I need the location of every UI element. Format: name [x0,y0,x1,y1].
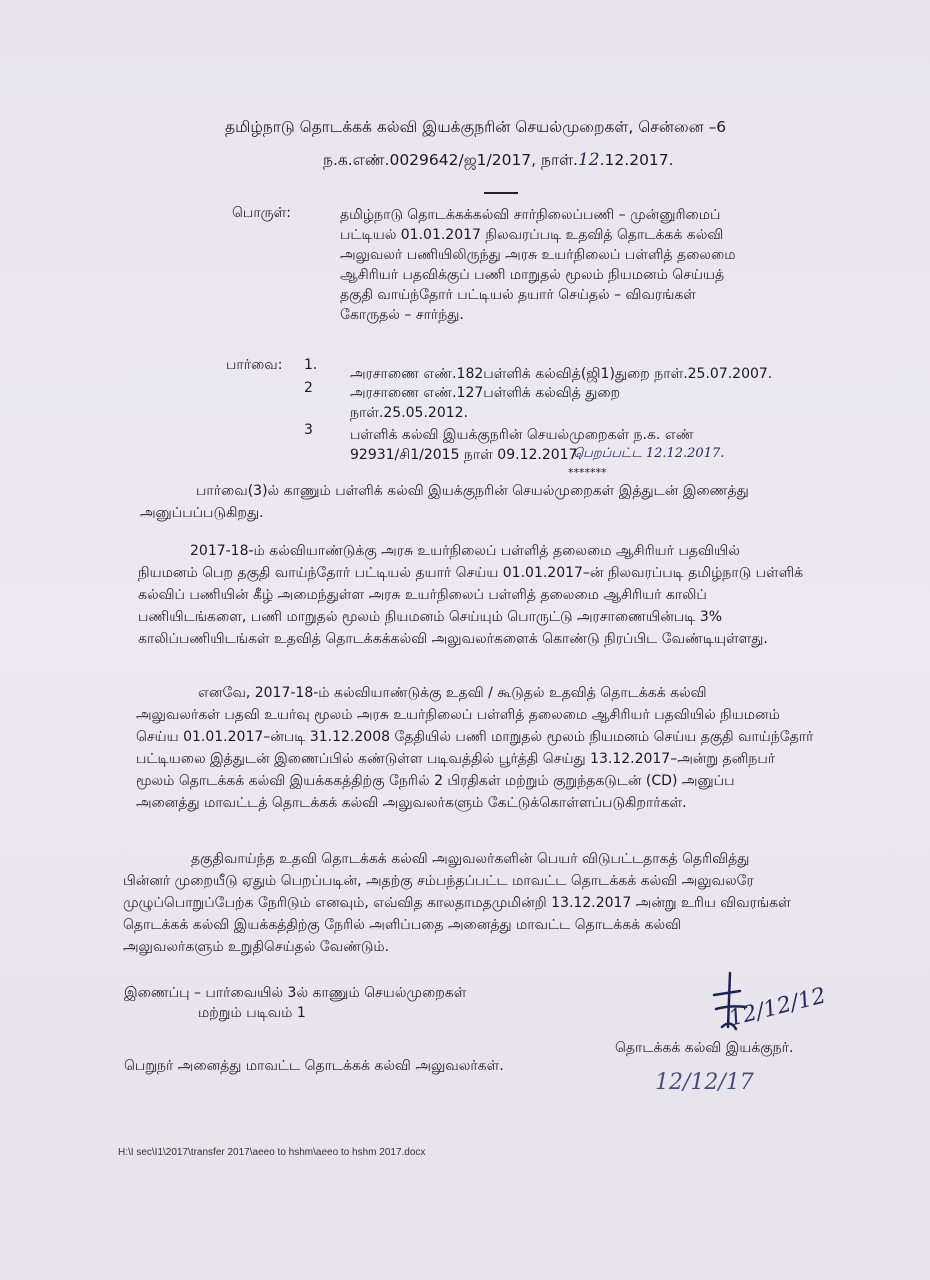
reference-item-3: பள்ளிக் கல்வி இயக்குநரின் செயல்முறைகள் ந.க. எண் [350,427,694,443]
enclosure-line-2: மற்றும் படிவம் 1 [198,1005,306,1021]
reference-item-3-number: 92931/சி1/2015 நாள் 09.12.2017. [350,447,582,463]
paragraph-line: அனுப்பப்படுகிறது. [140,505,264,521]
paragraph-line: நியமனம் பெற தகுதி வாய்ந்தோர் பட்டியல் தயார் செய்ய 01.01.2017–ன் நிலவரப்படி தமிழ்நாடு பள்ளிக் [138,565,804,581]
paragraph-line: காலிப்பணியிடங்கள் உதவித் தொடக்கக்கல்வி அலுவலர்களைக் கொண்டு நிரப்பிட வேண்டியுள்ளது. [138,631,768,647]
reference-number-3: 3 [304,422,313,438]
handwritten-signature-date: 12/12/12 [726,983,829,1032]
paragraph-line: மூலம் தொடக்கக் கல்வி இயக்ககத்திற்கு நேரில் 2 பிரதிகள் மற்றும் குறுந்தகடுடன் (CD) அனுப்ப [136,773,735,789]
paragraph-line: அலுவலர்களும் உறுதிசெய்தல் வேண்டும். [123,939,390,955]
paragraph-line: பார்வை(3)ல் காணும் பள்ளிக் கல்வி இயக்குநரின் செயல்முறைகள் இத்துடன் இணைத்து [196,483,749,499]
paragraph-4 [123,848,843,958]
signatory-designation: தொடக்கக் கல்வி இயக்குநர். [615,1040,794,1056]
paragraph-line: அனைத்து மாவட்டத் தொடக்கக் கல்வி அலுவலர்களும் கேட்டுக்கொள்ளப்படுகிறார்கள். [136,795,687,811]
paragraph-line: பணியிடங்களை, பணி மாறுதல் மூலம் நியமனம் செய்யும் பொருட்டு அரசாணையின்படி 3% [138,609,723,625]
paragraph-line: பின்னர் முறையீடு ஏதும் பெறப்படின், அதற்கு சம்பந்தப்பட்ட மாவட்ட தொடக்கக் கல்வி அலுவலரே [123,873,754,889]
subject-label: பொருள்: [232,205,291,221]
paragraph-line: கல்விப் பணியின் கீழ் அமைந்துள்ள அரசு உயர்நிலைப் பள்ளித் தலைமை ஆசிரியர் காலிப் [138,587,707,603]
paragraph-line: முழுப்பொறுப்பேற்க நேரிடும் எனவும், எவ்வித காலதாமதமுமின்றி 13.12.2017 அன்று உரிய விவரங்கள் [123,895,791,911]
reference-item-1: அரசாணை எண்.182பள்ளிக் கல்வித்(ஜி1)துறை நாள்.25.07.2007. [350,366,773,382]
reference-item-2-date: நாள்.25.05.2012. [350,405,468,421]
subject-line: ஆசிரியர் பதவிக்குப் பணி மாறுதல் மூலம் நியமனம் செய்யத் [340,267,725,283]
separator-stars: ******* [568,466,607,479]
paragraph-line: தகுதிவாய்ந்த உதவி தொடக்கக் கல்வி அலுவலர்களின் பெயர் விடுபட்டதாகத் தெரிவித்து [191,851,750,867]
paragraph-line: செய்ய 01.01.2017–ன்படி 31.12.2008 தேதியில் பணி மாறுதல் மூலம் நியமனம் செய்ய தகுதி வாய்ந்தோர் [136,729,814,745]
paragraph-line: தொடக்கக் கல்வி இயக்கத்திற்கு நேரில் அளிப்பதை அனைத்து மாவட்ட தொடக்கக் கல்வி [123,917,682,933]
recipient-line: பெறுநர் அனைத்து மாவட்ட தொடக்கக் கல்வி அலுவலர்கள். [124,1058,504,1074]
paragraph-2 [138,540,850,650]
subject-text [340,205,800,325]
paragraph-1 [140,480,845,524]
subject-line: தமிழ்நாடு தொடக்கக்கல்வி சார்நிலைப்பணி – முன்னுரிமைப் [340,207,721,223]
reference-number-text: ந.க.எண்.0029642/ஜ1/2017, நாள். [323,151,578,169]
paragraph-3 [136,682,851,814]
handwritten-received-note: பெறப்பட்ட 12.12.2017. [573,446,725,461]
handwritten-initial-date: 12/12/17 [655,1070,754,1095]
separator-line [484,192,518,194]
subject-line: கோருதல் – சார்ந்து. [340,307,464,323]
reference-number-1: 1. [304,357,318,373]
paragraph-line: அலுவலர்கள் பதவி உயர்வு மூலம் அரசு உயர்நிலைப் பள்ளித் தலைமை ஆசிரியர் பதவியில் நியமனம் [136,707,780,723]
paragraph-line: எனவே, 2017-18-ம் கல்வியாண்டுக்கு உதவி / கூடுதல் உதவித் தொடக்கக் கல்வி [198,685,707,701]
reference-date-rest: .12.2017. [599,151,674,169]
enclosure-line-1: இணைப்பு – பார்வையில் 3ல் காணும் செயல்முறைகள் [124,985,467,1001]
paragraph-line: பட்டியலை இத்துடன் இணைப்பில் கண்டுள்ள படிவத்தில் பூர்த்தி செய்து 13.12.2017–அன்று தனிநபர் [136,751,776,767]
reference-item-2: அரசாணை எண்.127பள்ளிக் கல்வித் துறை [350,385,621,401]
footer-file-path: H:\I sec\I1\2017\transfer 2017\aeeo to hshm\aeeo to hshm 2017.docx [118,1147,426,1158]
handwritten-date-day: 12 [577,150,600,170]
reference-number [323,150,674,171]
subject-line: பட்டியல் 01.01.2017 நிலவரப்படி உதவித் தொடக்கக் கல்வி [340,227,724,243]
subject-line: அலுவலர் பணியிலிருந்து அரசு உயர்நிலைப் பள்ளித் தலைமை [340,247,736,263]
subject-line: தகுதி வாய்ந்தோர் பட்டியல் தயார் செய்தல் – விவரங்கள் [340,287,696,303]
reference-number-2: 2 [304,380,313,396]
office-heading: தமிழ்நாடு தொடக்கக் கல்வி இயக்குநரின் செயல்முறைகள், சென்னை –6 [225,118,727,136]
references-label: பார்வை: [226,357,283,373]
paragraph-line: 2017-18-ம் கல்வியாண்டுக்கு அரசு உயர்நிலைப் பள்ளித் தலைமை ஆசிரியர் பதவியில் [190,543,740,559]
